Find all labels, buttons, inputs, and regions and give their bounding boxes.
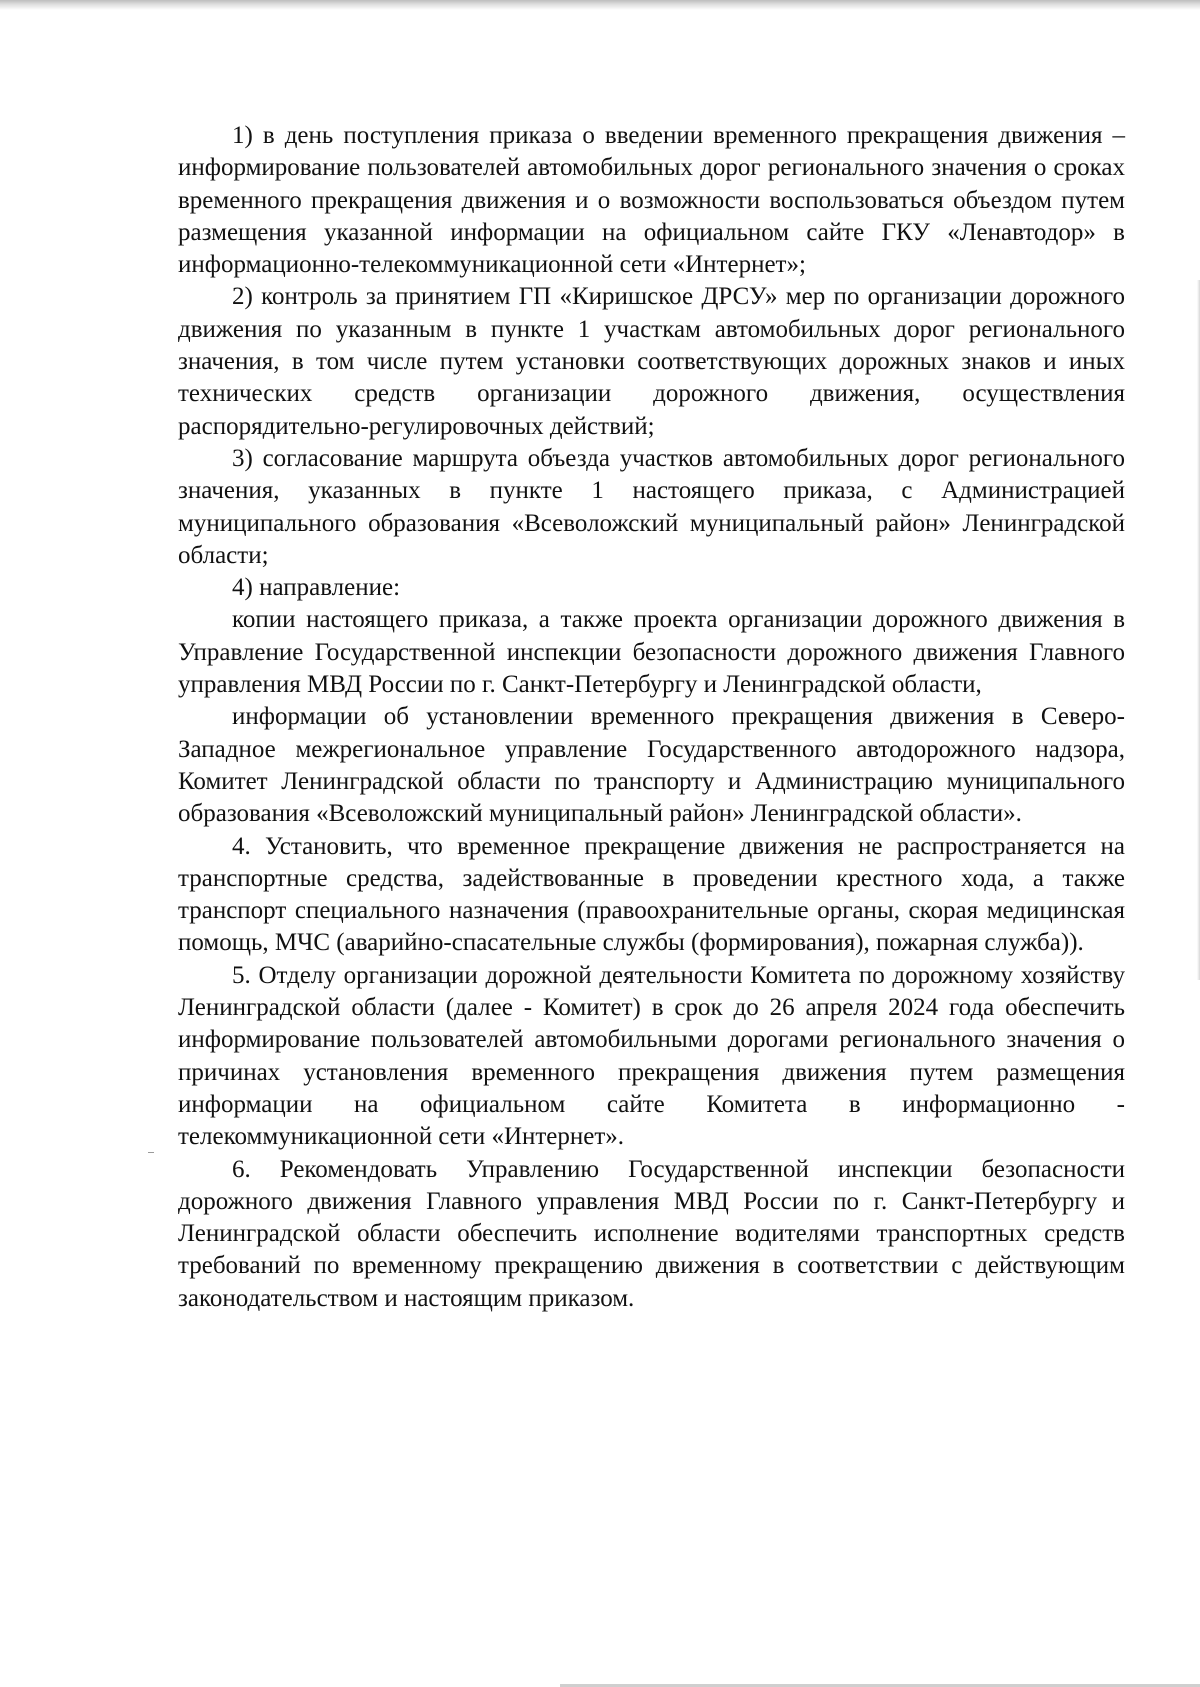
- paragraph-item-4: 4) направление:: [232, 574, 401, 602]
- scan-speck: [148, 1152, 154, 1153]
- paragraph-item-1: 1) в день поступления приказа о введении временного прекращения движения – информирование пользователей автомобильных дорог регионального значения о сроках временного прекращения движения и о возможности воспользоваться объездом путем размещения указанной информации на официальном сайте ГКУ «Ленавтодор» в информационно-телекоммуникационной сети «Интернет»;: [178, 122, 1125, 279]
- paragraph-section-5: 5. Отделу организации дорожной деятельности Комитета по дорожному хозяйству Ленинградской области (далее - Комитет) в срок до 26 апреля 2024 года обеспечить информирование пользователей автомобильными дорогами регионального значения о причинах установления временного прекращения движения путем размещения информации на официальном сайте Комитета в информационно - телекоммуникационной сети «Интернет».: [178, 961, 1125, 1151]
- paragraph-item-2: 2) контроль за принятием ГП «Киришское ДРСУ» мер по организации дорожного движения по указанным в пункте 1 участкам автомобильных дорог регионального значения, в том числе путем установки соответствующих дорожных знаков и иных технических средств организации дорожного движения, осуществления распорядительно-регулировочных действий;: [178, 283, 1125, 440]
- document-body: [178, 120, 1125, 1315]
- scan-shadow-top: [0, 0, 1200, 10]
- paragraph-copies: копии настоящего приказа, а также проекта организации дорожного движения в Управление Государственной инспекции безопасности дорожного движения Главного управления МВД России по г. Санкт-Петербургу и Ленинградской области,: [178, 606, 1125, 699]
- paragraph-item-3: 3) согласование маршрута объезда участков автомобильных дорог регионального значения, указанных в пункте 1 настоящего приказа, с Администрацией муниципального образования «Всеволожский муниципальный район» Ленинградской области;: [178, 444, 1125, 569]
- paragraph-section-6: 6. Рекомендовать Управлению Государственной инспекции безопасности дорожного движения Главного управления МВД России по г. Санкт-Петербургу и Ленинградской области обеспечить исполнение водителями транспортных средств требований по временному прекращению движения в соответствии с действующим законодательством и настоящим приказом.: [178, 1155, 1125, 1312]
- paragraph-information: информации об установлении временного прекращения движения в Северо-Западное межрегиональное управление Государственного автодорожного надзора, Комитет Ленинградской области по транспорту и Администрацию муниципального образования «Всеволожский муниципальный район» Ленинградской области».: [178, 703, 1125, 828]
- paragraph-section-4: 4. Установить, что временное прекращение движения не распространяется на транспортные средства, задействованные в проведении крестного хода, а также транспорт специального назначения (правоохранительные органы, скорая медицинская помощь, МЧС (аварийно-спасательные службы (формирования), пожарная служба)).: [178, 832, 1125, 957]
